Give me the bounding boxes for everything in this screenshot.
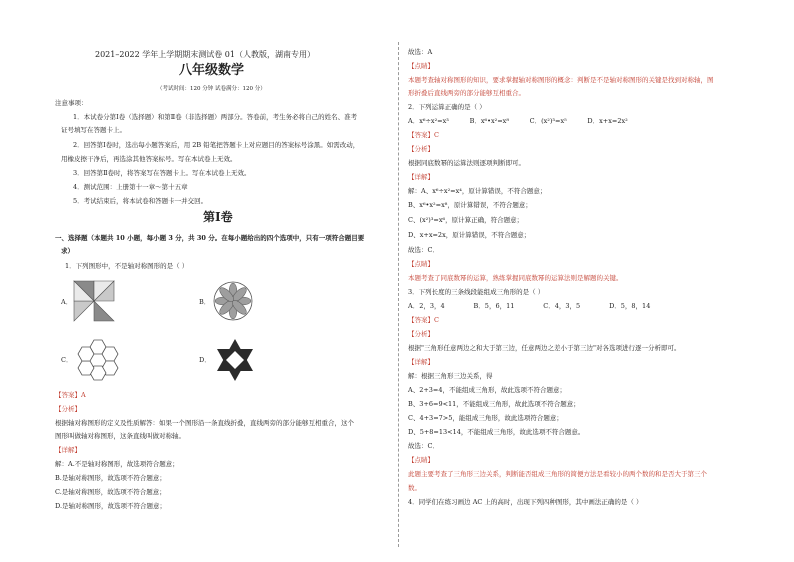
q1-option-a-label: A． [61, 298, 73, 306]
note-line: 3．回答第Ⅱ卷时，将答案写在答题卡上。写在本试卷上无效。 [73, 169, 251, 177]
q3-detail-line: D、5+8=13<14，不能组成三角形，故此选项不符合题意。 [408, 428, 585, 436]
section-heading: 一、选择题（本题共 10 小题，每小题 3 分，共 30 分。在每小题给出的四个选项中，只有一项符合题目要 [55, 234, 365, 242]
q3-choose: 故选：C． [408, 442, 439, 450]
q1-detail-line: D.是轴对称图形，故选项不符合题意； [55, 502, 167, 510]
left-column [55, 0, 390, 562]
q2-detail-line: 解：A、x⁶÷x²=x⁴，原计算错误，不符合题意； [408, 187, 547, 195]
volume-title: 第Ⅰ卷 [203, 210, 233, 224]
note-line: 1．本试卷分第Ⅰ卷（选择题）和第Ⅱ卷（非选择题）两部分。答卷前，考生务必将自己的姓名、准考 [73, 113, 358, 121]
section-heading-cont: 求） [61, 247, 74, 255]
q2-choose: 故选：C． [408, 246, 439, 254]
q1-detail-line: C.是轴对称图形，故选项不符合题意； [55, 488, 166, 496]
q2-options: A．x⁶÷x²=x³ B．x⁶•x²=x⁸ C．(x²)³=x⁵ D．x+x=2x² [408, 117, 628, 125]
note-line: 证号填写在答题卡上。 [61, 126, 126, 134]
q2-detail-tag: 【详解】 [408, 173, 434, 181]
notes-heading: 注意事项： [55, 99, 88, 107]
q1-analysis-line: 根据轴对称图形的定义及性质解答：如果一个图形沿一条直线折叠，直线两旁的部分能够互相重合，这个 [55, 419, 354, 427]
q1-tip-line: 本题考查轴对称图形的知识，要求掌握轴对称图形的概念：判断是不是轴对称图形的关键是找到对称轴，图 [408, 76, 714, 84]
q1-analysis-tag: 【分析】 [55, 405, 81, 413]
subject-title: 八年级数学 [179, 63, 245, 78]
column-divider [398, 42, 399, 547]
q2-detail-line: B、x⁶•x²=x⁸，原计算错误，不符合题意； [408, 201, 532, 209]
q3-detail-line: C、4+3=7>5，能组成三角形，故此选项符合题意； [408, 414, 563, 422]
exam-info: （考试时间：120 分钟 试卷满分：120 分） [157, 86, 266, 92]
star-figure [215, 338, 255, 382]
q1-detail-line: 解：A.不是轴对称图形，故选项符合题意； [55, 460, 179, 468]
q3-stem: 3．下列长度的三条线段能组成三角形的是（ ） [408, 288, 545, 296]
q1-tip-line: 形折叠后直线两旁的部分能够互相重合。 [408, 89, 525, 97]
note-line: 用橡皮擦干净后，再选涂其他答案标号。写在本试卷上无效。 [61, 155, 237, 163]
right-column [408, 0, 748, 562]
q2-detail-line: C、(x²)³=x⁶，原计算正确，符合题意； [408, 216, 524, 224]
q3-detail-tag: 【详解】 [408, 358, 434, 366]
q3-answer: 【答案】C [408, 316, 439, 324]
q2-analysis: 根据同底数幂的运算法则逐项判断即可。 [408, 159, 525, 167]
pinwheel-figure [73, 280, 115, 322]
q3-detail-line: B、3+6=9<11，不能组成三角形，故此选项不符合题意； [408, 400, 580, 408]
q1-detail-tag: 【详解】 [55, 446, 81, 454]
q3-analysis: 根据"三角形任意两边之和大于第三边，任意两边之差小于第三边"对各选项进行逐一分析即可。 [408, 344, 681, 352]
note-line: 4．测试范围：上册第十一章～第十五章 [73, 183, 188, 191]
q3-analysis-tag: 【分析】 [408, 330, 434, 338]
hexagon-ring-figure [77, 338, 125, 382]
q3-detail-line: 解：根据三角形三边关系，得 [408, 372, 493, 380]
q2-detail-line: D、x+x=2x，原计算错误，不符合题意； [408, 231, 531, 239]
q3-options: A．2，3，4 B．5，6，11 C．4，3，5 D．5，8，14 [408, 302, 651, 310]
q1-answer: 【答案】A [55, 391, 86, 399]
note-line: 5．考试结束后，将本试卷和答题卡一并交回。 [73, 197, 208, 205]
q2-stem: 2．下列运算正确的是（ ） [408, 103, 486, 111]
q1-option-c-label: C． [61, 356, 73, 364]
q1-choose: 故选：A [408, 48, 433, 56]
q4-stem: 4．同学们在练习画边 AC 上的高时，出现下列四种图形，其中画法正确的是（ ） [408, 498, 643, 506]
exam-title: 2021–2022 学年上学期期末测试卷 01（人教版，湖南专用） [95, 50, 315, 59]
q1-option-d-label: D． [199, 356, 211, 364]
q3-tip-line: 此题主要考查了三角形三边关系，判断能否组成三角形的简便方法是看较小的两个数的和是否大于第三个 [408, 470, 707, 478]
q3-tip-line: 数。 [408, 484, 421, 492]
q1-detail-line: B.是轴对称图形，故选项不符合题意； [55, 474, 166, 482]
q3-tip-tag: 【点睛】 [408, 456, 434, 464]
q2-analysis-tag: 【分析】 [408, 145, 434, 153]
q1-option-b-label: B． [199, 298, 211, 306]
q1-analysis-line: 图形叫做轴对称图形，这条直线叫做对称轴。 [55, 432, 185, 440]
note-line: 2．回答第Ⅰ卷时，选出每小题答案后，用 2B 铅笔把答题卡上对应题目的答案标号涂黑。如需改动， [73, 141, 360, 149]
q1-tip-tag: 【点睛】 [408, 62, 434, 70]
circle-flower-figure [213, 281, 253, 321]
q2-tip-tag: 【点睛】 [408, 260, 434, 268]
q1-stem: 1．下列图形中，不是轴对称图形的是（ ） [65, 262, 189, 270]
q3-detail-line: A、2+3=4，不能组成三角形，故此选项不符合题意； [408, 386, 566, 394]
q2-answer: 【答案】C [408, 131, 439, 139]
q2-tip: 本题考查了同底数幂的运算，熟练掌握同底数幂的运算法则是解题的关键。 [408, 274, 623, 282]
